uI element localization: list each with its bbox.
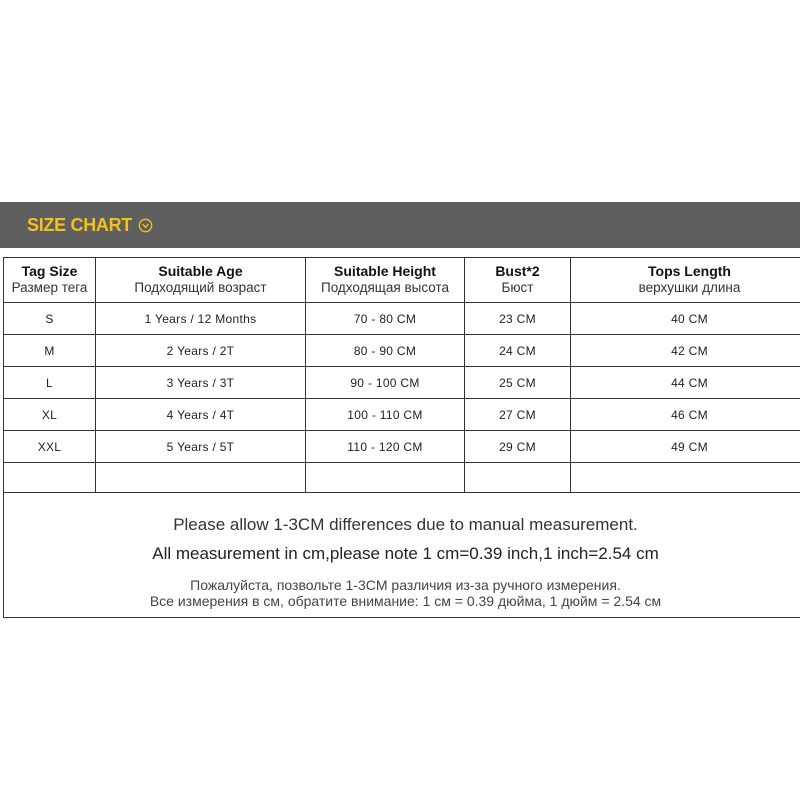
- cell-age: [96, 367, 306, 399]
- table-row: [4, 431, 800, 463]
- cell-bust: [465, 367, 571, 399]
- cell-text: 23 CM: [499, 311, 536, 326]
- cell-tops-length: [571, 431, 800, 463]
- cell-text: 2 Years / 2T: [166, 343, 235, 358]
- note-english-line-1: Please allow 1-3CM differences due to manual measurement.: [173, 515, 638, 534]
- cell-empty: [4, 463, 96, 493]
- cell-tops-length: [571, 367, 800, 399]
- cell-text: 5 Years / 5T: [166, 439, 235, 454]
- header-label-ru: Размер тега: [11, 280, 88, 295]
- cell-text: 27 CM: [499, 407, 536, 422]
- cell-text: 110 - 120 CM: [347, 439, 423, 454]
- note-russian-line-2: Все измерения в см, обратите внимание: 1 см = 0.39 дюйма, 1 дюйм = 2.54 см: [149, 593, 662, 609]
- size-table: [3, 257, 800, 493]
- cell-empty: [96, 463, 306, 493]
- table-row: [4, 399, 800, 431]
- table-row: [4, 335, 800, 367]
- header-tops-length: [571, 258, 800, 303]
- cell-text: 25 CM: [499, 375, 536, 390]
- cell-tag-size: [4, 303, 96, 335]
- header-label-en: Bust*2: [495, 263, 540, 279]
- cell-tag-size: [4, 431, 96, 463]
- cell-age: [96, 335, 306, 367]
- header-suitable-age: [96, 258, 306, 303]
- header-tag-size: [4, 258, 96, 303]
- cell-text: XL: [41, 407, 58, 422]
- cell-text: 46 CM: [671, 407, 708, 422]
- cell-age: [96, 431, 306, 463]
- cell-text: XXL: [37, 439, 62, 454]
- chevron-down-circle-icon: [138, 218, 153, 233]
- cell-text: 24 CM: [499, 343, 536, 358]
- header-label-en: Suitable Height: [334, 263, 436, 279]
- header-label-en: Suitable Age: [158, 263, 243, 279]
- cell-empty: [465, 463, 571, 493]
- table-row: [4, 303, 800, 335]
- cell-text: 40 CM: [671, 311, 708, 326]
- table-row: [4, 367, 800, 399]
- cell-height: [306, 367, 465, 399]
- banner-title: SIZE CHART: [27, 214, 133, 235]
- cell-bust: [465, 335, 571, 367]
- cell-tag-size: [4, 367, 96, 399]
- cell-text: 80 - 90 CM: [353, 343, 417, 358]
- cell-age: [96, 399, 306, 431]
- cell-empty: [571, 463, 800, 493]
- cell-text: 42 CM: [671, 343, 708, 358]
- cell-height: [306, 335, 465, 367]
- cell-text: S: [45, 311, 54, 326]
- header-label-en: Tag Size: [21, 263, 78, 279]
- cell-tag-size: [4, 399, 96, 431]
- header-bust: [465, 258, 571, 303]
- header-label-ru: Подходящий возраст: [134, 280, 267, 295]
- cell-tag-size: [4, 335, 96, 367]
- cell-bust: [465, 303, 571, 335]
- cell-text: 44 CM: [671, 375, 708, 390]
- note-english-line-2: All measurement in cm,please note 1 cm=0.39 inch,1 inch=2.54 cm: [152, 544, 659, 563]
- header-label-ru: Бюст: [501, 280, 534, 295]
- cell-text: 1 Years / 12 Months: [144, 311, 257, 326]
- cell-height: [306, 431, 465, 463]
- cell-bust: [465, 399, 571, 431]
- cell-tops-length: [571, 303, 800, 335]
- header-label-ru: верхушки длина: [638, 280, 741, 295]
- cell-bust: [465, 431, 571, 463]
- cell-text: 29 CM: [499, 439, 536, 454]
- cell-tops-length: [571, 335, 800, 367]
- measurement-notes: [3, 489, 800, 618]
- cell-age: [96, 303, 306, 335]
- cell-text: 90 - 100 CM: [350, 375, 420, 390]
- cell-text: 70 - 80 CM: [353, 311, 417, 326]
- header-label-en: Tops Length: [648, 263, 731, 279]
- header-label-ru: Подходящая высота: [321, 280, 449, 295]
- cell-text: L: [46, 375, 53, 390]
- cell-height: [306, 303, 465, 335]
- table-header-row: [4, 258, 800, 303]
- cell-empty: [306, 463, 465, 493]
- header-suitable-height: [306, 258, 465, 303]
- cell-text: 49 CM: [671, 439, 708, 454]
- cell-text: 100 - 110 CM: [347, 407, 423, 422]
- cell-text: 3 Years / 3T: [166, 375, 235, 390]
- cell-text: M: [44, 343, 55, 358]
- cell-text: 4 Years / 4T: [166, 407, 235, 422]
- size-chart-banner: [0, 202, 800, 248]
- table-row-empty: [4, 463, 800, 493]
- cell-tops-length: [571, 399, 800, 431]
- cell-height: [306, 399, 465, 431]
- note-russian-line-1: Пожалуйста, позвольте 1-3CM различия из-за ручного измерения.: [190, 577, 621, 593]
